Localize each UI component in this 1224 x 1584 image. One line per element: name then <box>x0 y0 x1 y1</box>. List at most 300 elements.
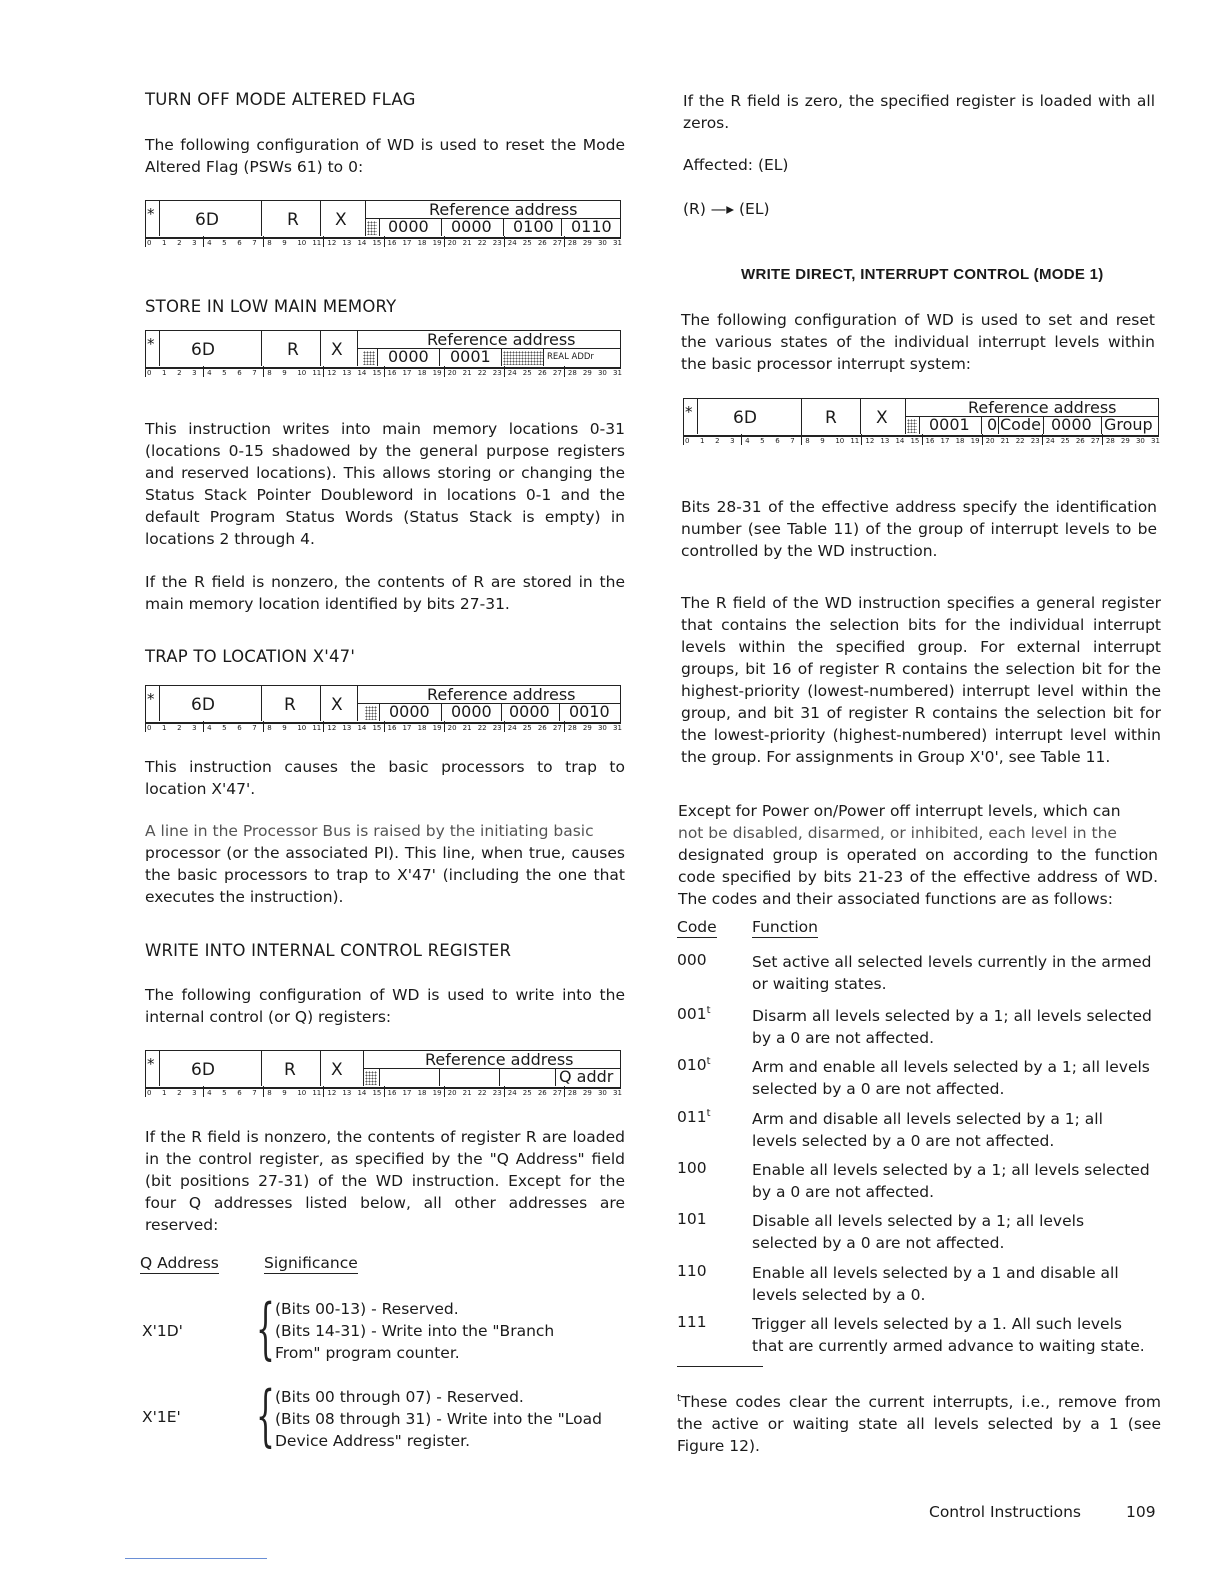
bit-number: 19 <box>432 724 442 732</box>
bit-number: 31 <box>613 369 622 377</box>
bit-number: 14 <box>357 1089 367 1097</box>
bit-number: 4 <box>745 437 750 445</box>
footnote: $^t$These codes clear the current interrupts, i.e., remove from the active or waiting state all levels selected by a 1 (see Figure 12). <box>677 1393 1161 1456</box>
paragraph-trap-2-rest: processor (or the associated PI). This line, when true, causes the basic processors to trap to X'47' (including the one that executes the instruction). <box>145 844 625 906</box>
format-write-internal <box>145 1050 621 1098</box>
bit-number: 30 <box>1135 437 1145 445</box>
x-field-label: X <box>331 340 343 360</box>
bit-number: 18 <box>417 369 427 377</box>
bit-number: 17 <box>402 369 412 377</box>
bit-number: 8 <box>805 437 810 445</box>
bit-number: 15 <box>910 437 920 445</box>
bit-number: 21 <box>462 369 472 377</box>
r-field-label: R <box>287 340 299 360</box>
brace-glyph: { <box>256 1377 275 1454</box>
bit-number: 1 <box>162 369 167 377</box>
r-field-label: R <box>284 1060 296 1080</box>
indirect-star: * <box>147 690 155 708</box>
bit-number: 14 <box>357 724 367 732</box>
bit-group-tick <box>504 366 505 377</box>
bit-number: 0 <box>147 369 152 377</box>
bit-number: 28 <box>567 239 577 247</box>
heading-store-low-memory: STORE IN LOW MAIN MEMORY <box>145 297 397 316</box>
bit-number: 19 <box>432 239 442 247</box>
bit-number: 1 <box>700 437 705 445</box>
function-description: Arm and enable all levels selected by a 1; all levels selected by a 0 are not affected. <box>752 1058 1150 1098</box>
bit-number: 0 <box>147 1089 152 1097</box>
bit-number: 31 <box>613 239 622 247</box>
bit-number: 14 <box>357 239 367 247</box>
opcode-label: 6D <box>195 210 219 230</box>
opcode-label: 6D <box>191 340 215 360</box>
bit-group-tick <box>145 721 146 732</box>
bit-group-tick <box>145 1086 146 1097</box>
bit-number: 18 <box>417 1089 427 1097</box>
bit-number: 7 <box>252 369 257 377</box>
bit-number: 17 <box>402 239 412 247</box>
bit-number: 22 <box>477 1089 487 1097</box>
bit-number: 1 <box>162 239 167 247</box>
bit-number: 30 <box>597 724 607 732</box>
bit-number: 18 <box>417 239 427 247</box>
bit-number: 9 <box>282 239 287 247</box>
segment-value: 0001 <box>450 347 491 366</box>
function-code: 000 <box>677 951 707 970</box>
paragraph-mode1-except-line2: not be disabled, disarmed, or inhibited, each level in the <box>678 824 1117 842</box>
affected-line: Affected: (EL) <box>683 156 789 174</box>
bit-number: 14 <box>357 369 367 377</box>
function-code: 010$^t$ <box>677 1056 711 1075</box>
bit-group-tick <box>444 366 445 377</box>
paragraph-write-internal-2: If the R field is nonzero, the contents of register R are loaded in the control register, as specified by the "Q Address" field (bit positions 27-31) of the WD instruction. Except for the four Q addresses listed below, all other addresses are reserved: <box>145 1128 625 1234</box>
page-number: 109 <box>1126 1503 1156 1521</box>
bit-number: 0 <box>147 239 152 247</box>
bit-number: 16 <box>387 724 397 732</box>
bit-number: 17 <box>402 724 412 732</box>
bit-group-tick <box>741 434 742 445</box>
bit-number: 21 <box>462 1089 472 1097</box>
bit-number: 2 <box>715 437 720 445</box>
bit-number: 17 <box>940 437 950 445</box>
bit-number: 8 <box>267 1089 272 1097</box>
bit-number: 2 <box>177 239 182 247</box>
bit-number: 11 <box>312 369 322 377</box>
paragraph-mode1-r-field: The R field of the WD instruction specifies a general register that contains the selection bits for the individual interrupt levels within the specified group. For external interrupt groups, bit 16 of register R contains the selection bit for the highest-priority (lowest-numbered) interrupt level within the group, and bit 31 of register R contains the selection bit for the lowest-priority (highest-numbered) interrupt level within the group. For assignments in Group X'0', see Table 11. <box>681 594 1161 766</box>
shaded-bit <box>365 706 377 720</box>
bit-group-tick <box>145 236 146 247</box>
bit-number: 6 <box>237 724 242 732</box>
bit-number: 12 <box>327 239 337 247</box>
bit-number: 3 <box>192 239 197 247</box>
paragraph-mode1-intro: The following configuration of WD is used to set and reset the various states of the individual interrupt levels within the basic processor interrupt system: <box>681 311 1155 373</box>
bit-number: 11 <box>312 239 322 247</box>
bit-number: 26 <box>537 1089 547 1097</box>
bit-number: 5 <box>222 369 227 377</box>
footnote-rule <box>677 1366 763 1367</box>
bit-number: 14 <box>895 437 905 445</box>
significance-1d: (Bits 00-13) - Reserved. (Bits 14-31) - Write into the "Branch From" program counter. <box>275 1300 555 1362</box>
function-code: 100 <box>677 1159 707 1178</box>
bit-number: 5 <box>222 724 227 732</box>
bit-group-tick <box>564 236 565 247</box>
real-address-label: REAL ADDr <box>547 352 594 362</box>
format-turn-off <box>145 200 621 248</box>
bit-number: 15 <box>372 724 382 732</box>
bit-group-tick <box>323 721 324 732</box>
bit-number: 25 <box>522 239 532 247</box>
bit-number: 29 <box>582 724 592 732</box>
bit-number: 7 <box>790 437 795 445</box>
bit-group-tick <box>564 721 565 732</box>
bit-number: 15 <box>372 369 382 377</box>
segment-group-label: Group <box>1104 415 1153 434</box>
bit-number: 2 <box>177 724 182 732</box>
bit-number: 8 <box>267 724 272 732</box>
bit-number: 8 <box>267 239 272 247</box>
segment-value: 0000 <box>389 702 430 721</box>
bit-group-tick <box>683 434 684 445</box>
bit-number: 6 <box>775 437 780 445</box>
function-description: Enable all levels selected by a 1; all levels selected by a 0 are not affected. <box>752 1161 1150 1201</box>
bit-number: 2 <box>177 369 182 377</box>
bit-number: 23 <box>492 724 502 732</box>
bit-number: 20 <box>447 369 457 377</box>
bit-number: 15 <box>372 1089 382 1097</box>
function-description: Trigger all levels selected by a 1. All such levels that are currently armed advance to waiting state. <box>752 1315 1145 1355</box>
format-store-low <box>145 330 621 378</box>
bit-number: 0 <box>147 724 152 732</box>
bit-number: 27 <box>552 724 562 732</box>
bit-number: 13 <box>342 239 352 247</box>
bit-number: 24 <box>507 369 517 377</box>
segment-value: 0001 <box>929 415 970 434</box>
bit-number: 2 <box>177 1089 182 1097</box>
bit-group-tick <box>203 366 204 377</box>
bit-number: 22 <box>1015 437 1025 445</box>
bit-group-tick <box>203 236 204 247</box>
significance-1e: (Bits 00 through 07) - Reserved. (Bits 08 through 31) - Write into the "Load Device Address" register. <box>275 1388 602 1450</box>
q-address-field-label: Q addr <box>559 1067 614 1086</box>
bit-number: 17 <box>402 1089 412 1097</box>
bit-group-tick <box>1042 434 1043 445</box>
q-address-1e: X'1E' <box>142 1408 181 1426</box>
bit-group-tick <box>145 366 146 377</box>
bit-group-tick <box>384 366 385 377</box>
r-field-label: R <box>284 695 296 715</box>
bit-number: 31 <box>1151 437 1160 445</box>
bit-number: 29 <box>582 239 592 247</box>
bit-number: 0 <box>685 437 690 445</box>
bit-number: 4 <box>207 1089 212 1097</box>
function-description: Set active all selected levels currently in the armed or waiting states. <box>752 953 1152 993</box>
segment-value: 0000 <box>509 702 550 721</box>
bit-number: 23 <box>492 239 502 247</box>
bit-group-tick <box>203 1086 204 1097</box>
bit-group-tick <box>263 1086 264 1097</box>
bit-group-tick <box>504 721 505 732</box>
bit-number: 20 <box>447 724 457 732</box>
bit-number: 30 <box>597 1089 607 1097</box>
segment-value: 0000 <box>388 217 429 236</box>
shaded-bit <box>907 419 917 433</box>
bit-number: 7 <box>252 239 257 247</box>
paragraph-mode1-except-rest: designated group is operated on according to the function code specified by bits 21-23 of the effective address of WD. The codes and their associated functions are as follows: <box>678 846 1158 908</box>
bit-number: 1 <box>162 724 167 732</box>
bit-number: 26 <box>537 369 547 377</box>
bit-number: 18 <box>417 724 427 732</box>
bit-group-tick <box>444 1086 445 1097</box>
bit-number: 21 <box>462 239 472 247</box>
bit-number: 12 <box>327 369 337 377</box>
bit-number: 5 <box>222 239 227 247</box>
bit-number: 19 <box>432 369 442 377</box>
segment-value: 0000 <box>451 702 492 721</box>
bit-group-tick <box>263 236 264 247</box>
bit-number: 24 <box>507 724 517 732</box>
bit-number: 27 <box>552 1089 562 1097</box>
function-code: 111 <box>677 1313 707 1332</box>
bit-number: 26 <box>537 239 547 247</box>
bit-number: 6 <box>237 1089 242 1097</box>
bit-number: 13 <box>342 724 352 732</box>
segment-value: 0010 <box>569 702 610 721</box>
bit-number: 20 <box>447 1089 457 1097</box>
transfer-line: (R) —▸ (EL) <box>683 200 770 218</box>
format-mode1 <box>683 398 1159 446</box>
bit-number: 29 <box>582 1089 592 1097</box>
paragraph-store-low-2: If the R field is nonzero, the contents of R are stored in the main memory location identified by bits 27-31. <box>145 573 625 613</box>
bit-number: 15 <box>372 239 382 247</box>
bit-number: 20 <box>985 437 995 445</box>
bit-number: 9 <box>820 437 825 445</box>
bit-number: 16 <box>925 437 935 445</box>
bit-group-tick <box>922 434 923 445</box>
bit-number: 20 <box>447 239 457 247</box>
column-header-code: Code <box>677 918 717 936</box>
bit-number: 9 <box>282 1089 287 1097</box>
bit-number: 23 <box>1030 437 1040 445</box>
bit-number: 27 <box>1090 437 1100 445</box>
segment-code-label: Code <box>1000 415 1041 434</box>
x-field-label: X <box>335 210 347 230</box>
bit-group-tick <box>504 1086 505 1097</box>
function-code: 001$^t$ <box>677 1005 711 1024</box>
bit-group-tick <box>861 434 862 445</box>
bit-group-tick <box>263 366 264 377</box>
bit-number: 11 <box>850 437 860 445</box>
bit-number: 30 <box>597 239 607 247</box>
reference-address-label: Reference address <box>425 1050 574 1069</box>
bit-group-tick <box>801 434 802 445</box>
paragraph-trap-2-first-line: A line in the Processor Bus is raised by the initiating basic <box>145 822 594 840</box>
bit-number: 19 <box>970 437 980 445</box>
shaded-bit <box>365 1071 377 1085</box>
bit-number: 25 <box>1060 437 1070 445</box>
bit-group-tick <box>1102 434 1103 445</box>
column-header-q-address: Q Address <box>140 1254 219 1272</box>
bit-number: 5 <box>760 437 765 445</box>
bit-number: 3 <box>192 369 197 377</box>
bit-group-tick <box>564 366 565 377</box>
brace-glyph: { <box>256 1290 275 1367</box>
bit-number: 4 <box>207 369 212 377</box>
x-field-label: X <box>331 1060 343 1080</box>
bit-number: 29 <box>1120 437 1130 445</box>
bit-number: 25 <box>522 369 532 377</box>
bit-group-tick <box>323 1086 324 1097</box>
bit-group-tick <box>203 721 204 732</box>
bit-number: 4 <box>207 239 212 247</box>
bit-number: 18 <box>955 437 965 445</box>
bit-number: 13 <box>880 437 890 445</box>
column-header-significance: Significance <box>264 1254 358 1272</box>
bit-number: 24 <box>1045 437 1055 445</box>
segment-value: 0 <box>987 415 998 434</box>
bit-group-tick <box>384 236 385 247</box>
bit-number: 12 <box>327 724 337 732</box>
bit-number: 24 <box>507 1089 517 1097</box>
paragraph-mode1-bits: Bits 28-31 of the effective address specify the identification number (see Table 11) of the group of interrupt levels to be controlled by the WD instruction. <box>681 498 1157 560</box>
bit-number: 8 <box>267 369 272 377</box>
bit-number: 11 <box>312 1089 322 1097</box>
bit-number: 22 <box>477 724 487 732</box>
bit-number: 24 <box>507 239 517 247</box>
function-description: Disable all levels selected by a 1; all levels selected by a 0 are not affected. <box>752 1212 1085 1252</box>
r-field-label: R <box>287 210 299 230</box>
opcode-label: 6D <box>191 1060 215 1080</box>
paragraph-turn-off-intro: The following configuration of WD is used to reset the Mode Altered Flag (PSWs 61) to 0: <box>145 136 625 176</box>
bit-group-tick <box>384 721 385 732</box>
opcode-label: 6D <box>733 408 757 428</box>
bit-number: 25 <box>522 1089 532 1097</box>
shaded-bits <box>503 351 543 365</box>
bit-group-tick <box>263 721 264 732</box>
q-address-1d: X'1D' <box>142 1322 183 1340</box>
bit-group-tick <box>504 236 505 247</box>
bit-number: 27 <box>552 369 562 377</box>
function-code: 110 <box>677 1262 707 1281</box>
bit-number: 22 <box>477 369 487 377</box>
indirect-star: * <box>685 403 693 421</box>
bit-group-tick <box>444 236 445 247</box>
bit-number: 11 <box>312 724 322 732</box>
segment-value: 0100 <box>513 217 554 236</box>
heading-write-direct-mode-1: WRITE DIRECT, INTERRUPT CONTROL (MODE 1) <box>741 266 1104 283</box>
bit-number: 21 <box>1000 437 1010 445</box>
bottom-rule <box>125 1558 267 1559</box>
bit-group-tick <box>384 1086 385 1097</box>
reference-address-label: Reference address <box>429 200 578 219</box>
bit-number: 13 <box>342 369 352 377</box>
indirect-star: * <box>147 335 155 353</box>
paragraph-mode1-except-line1: Except for Power on/Power off interrupt levels, which can <box>678 802 1121 820</box>
shaded-bit <box>363 351 375 365</box>
x-field-label: X <box>876 408 888 428</box>
format-trap <box>145 685 621 733</box>
segment-value: 0000 <box>451 217 492 236</box>
bit-number: 9 <box>282 724 287 732</box>
bit-number: 5 <box>222 1089 227 1097</box>
indirect-star: * <box>147 205 155 223</box>
bit-number: 28 <box>567 724 577 732</box>
bit-number: 13 <box>342 1089 352 1097</box>
bit-group-tick <box>982 434 983 445</box>
heading-turn-off-mode-altered-flag: TURN OFF MODE ALTERED FLAG <box>145 90 416 109</box>
bit-number: 23 <box>492 369 502 377</box>
bit-number: 26 <box>1075 437 1085 445</box>
bit-number: 16 <box>387 369 397 377</box>
bit-number: 29 <box>582 369 592 377</box>
bit-number: 25 <box>522 724 532 732</box>
footer-section-title: Control Instructions <box>929 1503 1081 1521</box>
bit-number: 10 <box>297 724 307 732</box>
x-field-label: X <box>331 695 343 715</box>
bit-number: 10 <box>297 1089 307 1097</box>
indirect-star: * <box>147 1055 155 1073</box>
paragraph-trap-1: This instruction causes the basic processors to trap to location X'47'. <box>145 758 625 798</box>
bit-number: 12 <box>327 1089 337 1097</box>
bit-number: 30 <box>597 369 607 377</box>
segment-value: 0110 <box>571 217 612 236</box>
bit-group-tick <box>564 1086 565 1097</box>
column-header-function: Function <box>752 918 818 936</box>
segment-value: 0000 <box>1051 415 1092 434</box>
bit-number: 7 <box>252 724 257 732</box>
bit-number: 16 <box>387 239 397 247</box>
bit-number: 12 <box>865 437 875 445</box>
paragraph-store-low-1: This instruction writes into main memory locations 0-31 (locations 0-15 shadowed by the general purpose registers and reserved locations). This allows storing or changing the Status Stack Pointer Doubleword in locations 0-1 and the default Program Status Words (Status Stack is empty) in locations 2 through 4. <box>145 420 625 548</box>
reference-address-label: Reference address <box>427 685 576 704</box>
bit-number: 3 <box>730 437 735 445</box>
function-description: Enable all levels selected by a 1 and disable all levels selected by a 0. <box>752 1264 1119 1304</box>
bit-number: 10 <box>835 437 845 445</box>
bit-number: 6 <box>237 369 242 377</box>
bit-number: 21 <box>462 724 472 732</box>
paragraph-r-field-zero: If the R field is zero, the specified register is loaded with all zeros. <box>683 92 1155 132</box>
bit-number: 6 <box>237 239 242 247</box>
bit-group-tick <box>323 366 324 377</box>
bit-number: 16 <box>387 1089 397 1097</box>
bit-number: 26 <box>537 724 547 732</box>
bit-number: 7 <box>252 1089 257 1097</box>
bit-number: 4 <box>207 724 212 732</box>
bit-group-tick <box>444 721 445 732</box>
reference-address-label: Reference address <box>968 398 1117 417</box>
bit-number: 31 <box>613 724 622 732</box>
bit-number: 28 <box>1105 437 1115 445</box>
function-description: Disarm all levels selected by a 1; all levels selected by a 0 are not affected. <box>752 1007 1152 1047</box>
bit-number: 28 <box>567 1089 577 1097</box>
bit-group-tick <box>323 236 324 247</box>
bit-number: 3 <box>192 1089 197 1097</box>
bit-number: 27 <box>552 239 562 247</box>
shaded-bit <box>367 221 377 235</box>
bit-number: 3 <box>192 724 197 732</box>
bit-number: 22 <box>477 239 487 247</box>
function-code: 011$^t$ <box>677 1108 711 1127</box>
bit-number: 28 <box>567 369 577 377</box>
function-description: Arm and disable all levels selected by a 1; all levels selected by a 0 are not affected. <box>752 1110 1103 1150</box>
r-field-label: R <box>825 408 837 428</box>
function-code: 101 <box>677 1210 707 1229</box>
bit-number: 10 <box>297 239 307 247</box>
bit-number: 1 <box>162 1089 167 1097</box>
bit-number: 9 <box>282 369 287 377</box>
heading-write-internal-control: WRITE INTO INTERNAL CONTROL REGISTER <box>145 941 512 960</box>
paragraph-write-internal-intro: The following configuration of WD is used to write into the internal control (or Q) registers: <box>145 986 625 1026</box>
reference-address-label: Reference address <box>427 330 576 349</box>
segment-value: 0000 <box>388 347 429 366</box>
